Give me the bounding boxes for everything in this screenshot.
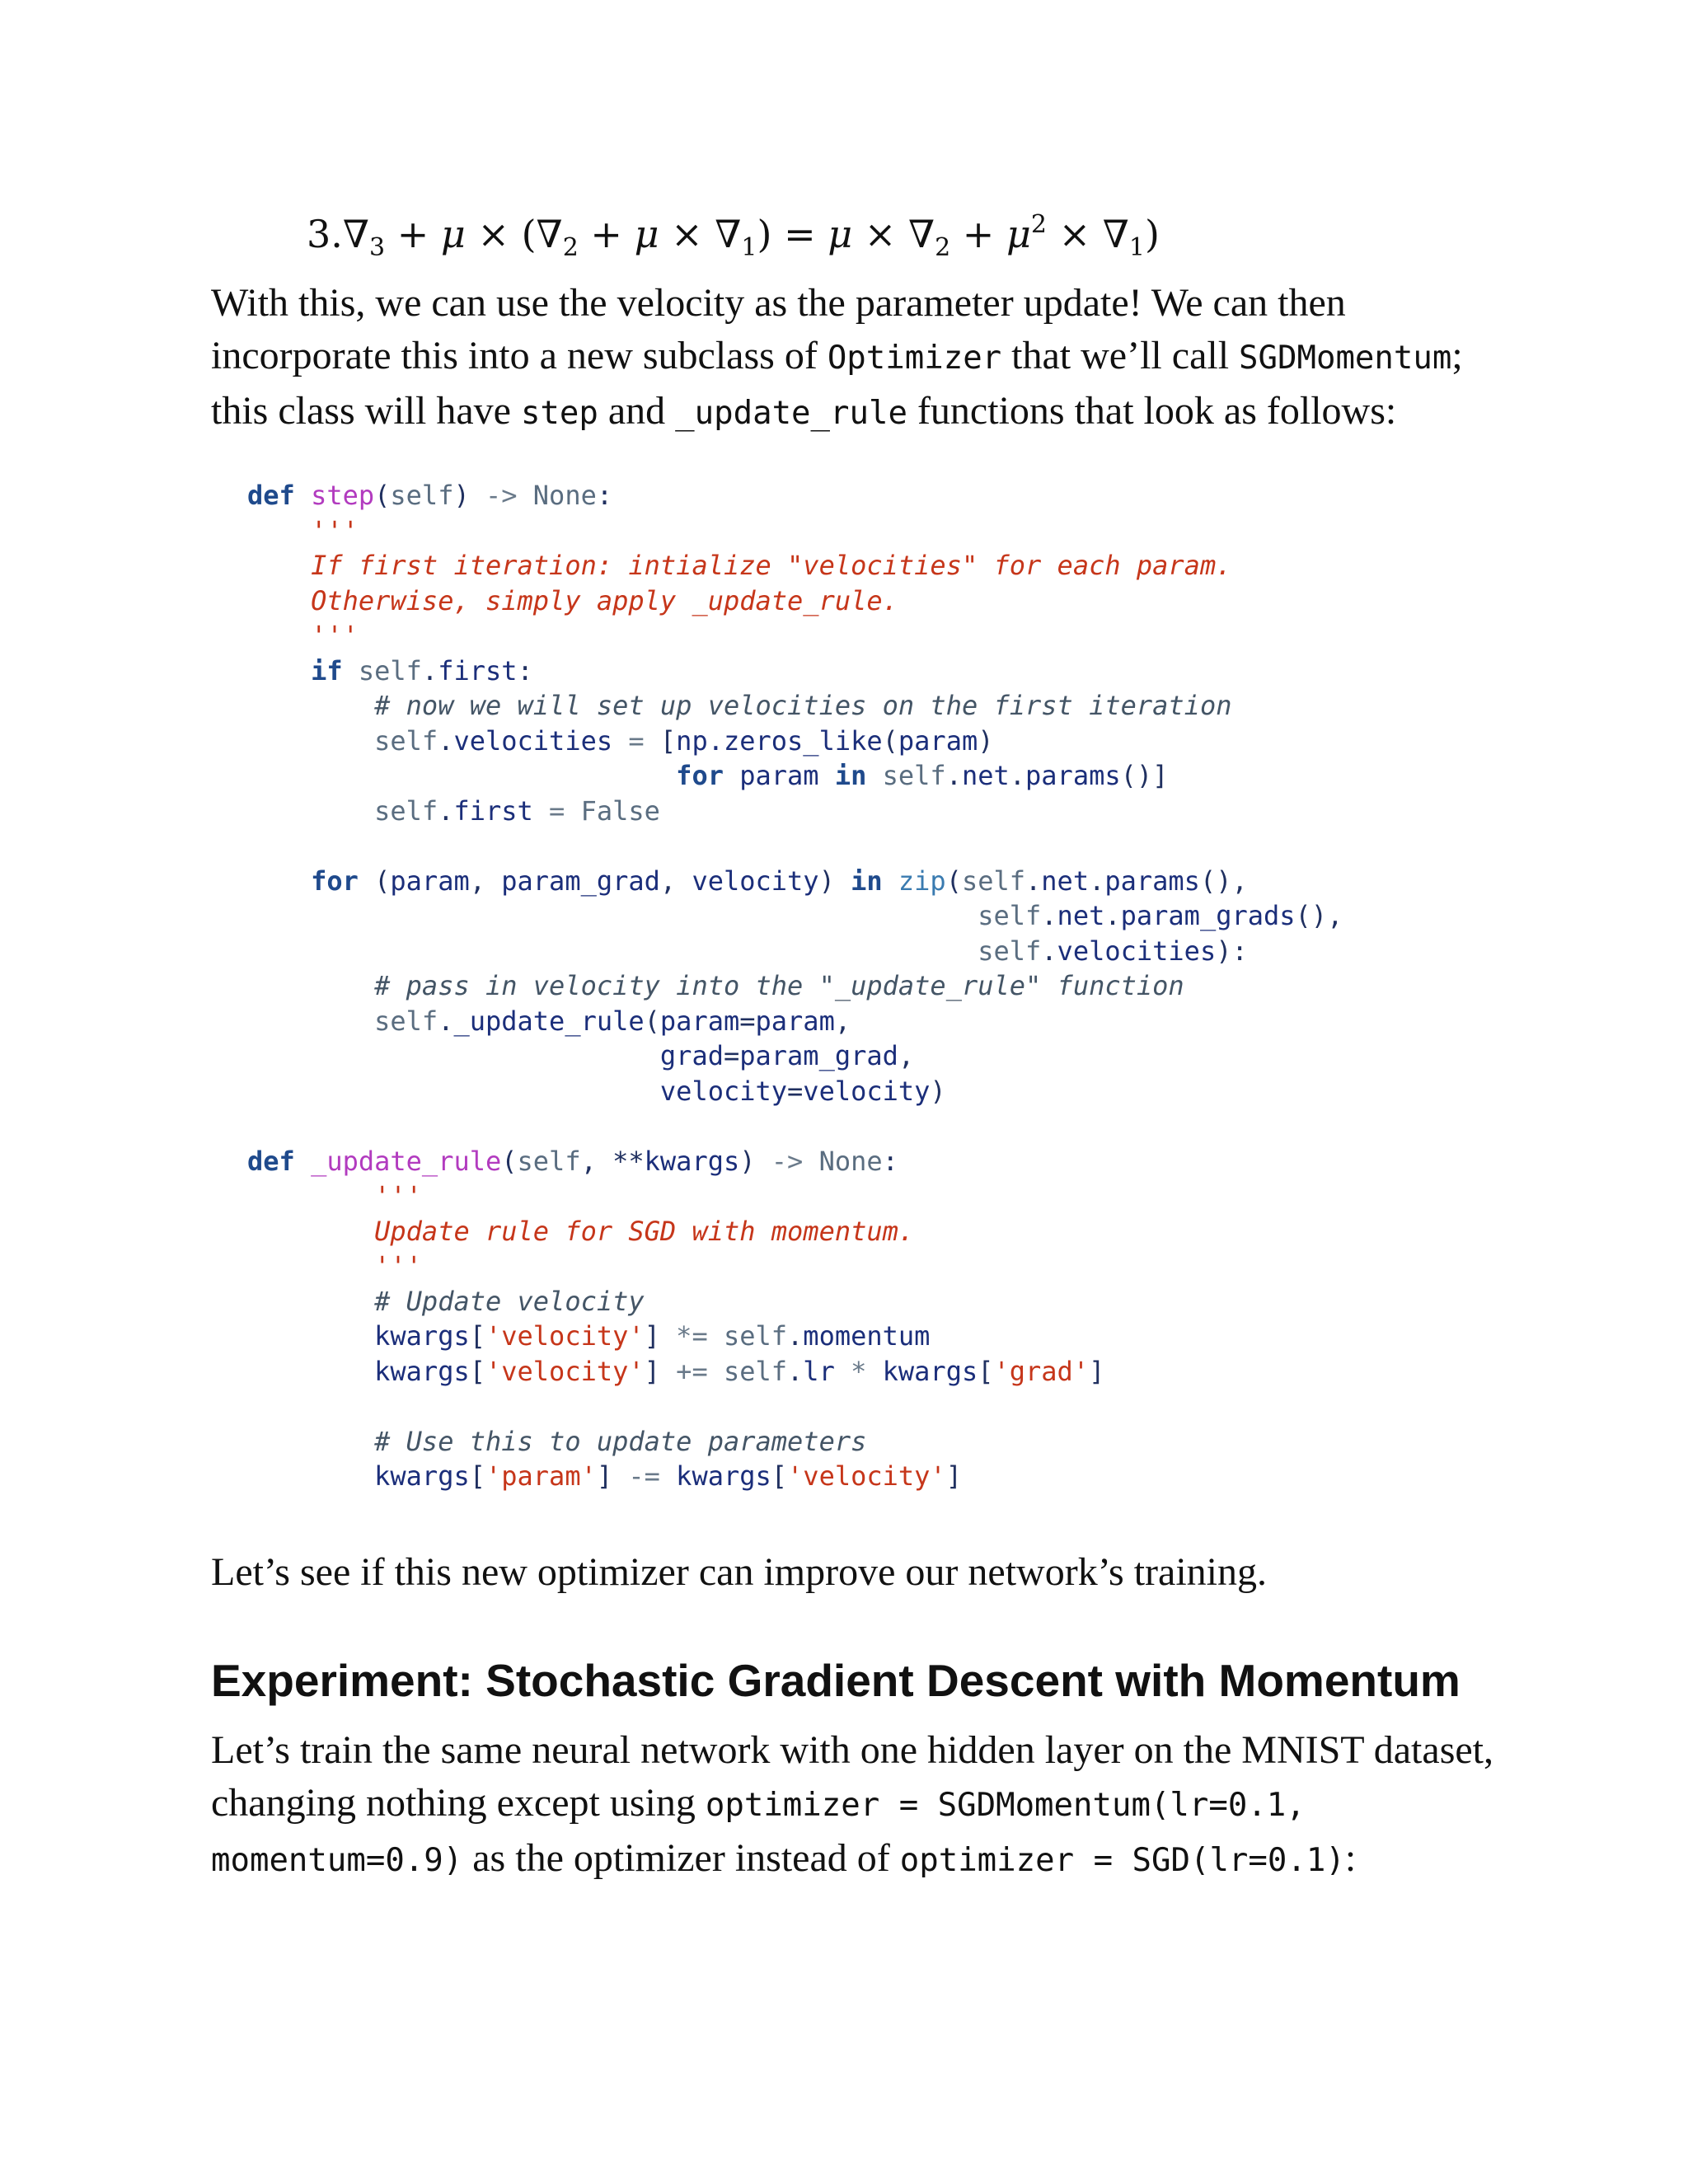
experiment-paragraph: Let’s train the same neural network with one hidden layer on the MNIST dataset, changing nothing except using optimizer = SGDMomentum(lr=0.1, momentum=0.9) as the optimizer instead of optimizer = SGD(lr=0.1): (211, 1728, 1494, 1880)
intro-paragraph: With this, we can use the velocity as the parameter update! We can then incorporate this into a new subclass of Optimizer that we’ll call SGDMomentum; this class will have step and _update_rule functions that look as follows: (211, 281, 1463, 433)
transition-paragraph: Let’s see if this new optimizer can improve our network’s training. (211, 1550, 1267, 1594)
equation: $3.\nabla_3 + \mu \times (\nabla_2 + \mu \times \nabla_1) = \mu \times \nabla_2 + \mu^2 \times \nabla_1$) (307, 210, 1160, 262)
code-block: def step(self) -> None: ''' If first iteration: intialize "velocities" for each param. Otherwise, simply apply _update_rule. ''' if self.first: # now we will set up velocities on the first iteration self.velocities = [np.zeros_like(param) for param in self.net.params()] self.first = False for (param, param_grad, velocity) in zip(self.net.params(), self.net.param_grads(), self.velocities): # pass in velocity into the "_update_rule" function self._update_rule(param=param, grad=param_grad, velocity=velocity) def _update_rule(self, **kwargs) -> None: ''' Update rule for SGD with momentum. ''' # Update velocity kwargs['velocity'] *= self.momentum kwargs['velocity'] += self.lr * kwargs['grad'] # Use this to update parameters kwargs['param'] -= kwargs['velocity'] (247, 480, 1343, 1492)
inline-code: optimizer = SGDMomentum(lr=0.1, momentum=0.9) (211, 1787, 1306, 1879)
inline-code: optimizer = SGD(lr=0.1) (899, 1842, 1345, 1879)
inline-code: step (520, 395, 598, 432)
inline-code: SGDMomentum (1239, 340, 1452, 377)
section-heading: Experiment: Stochastic Gradient Descent with Momentum (211, 1655, 1461, 1706)
inline-code: _update_rule (675, 395, 907, 432)
inline-code: Optimizer (827, 340, 1002, 377)
